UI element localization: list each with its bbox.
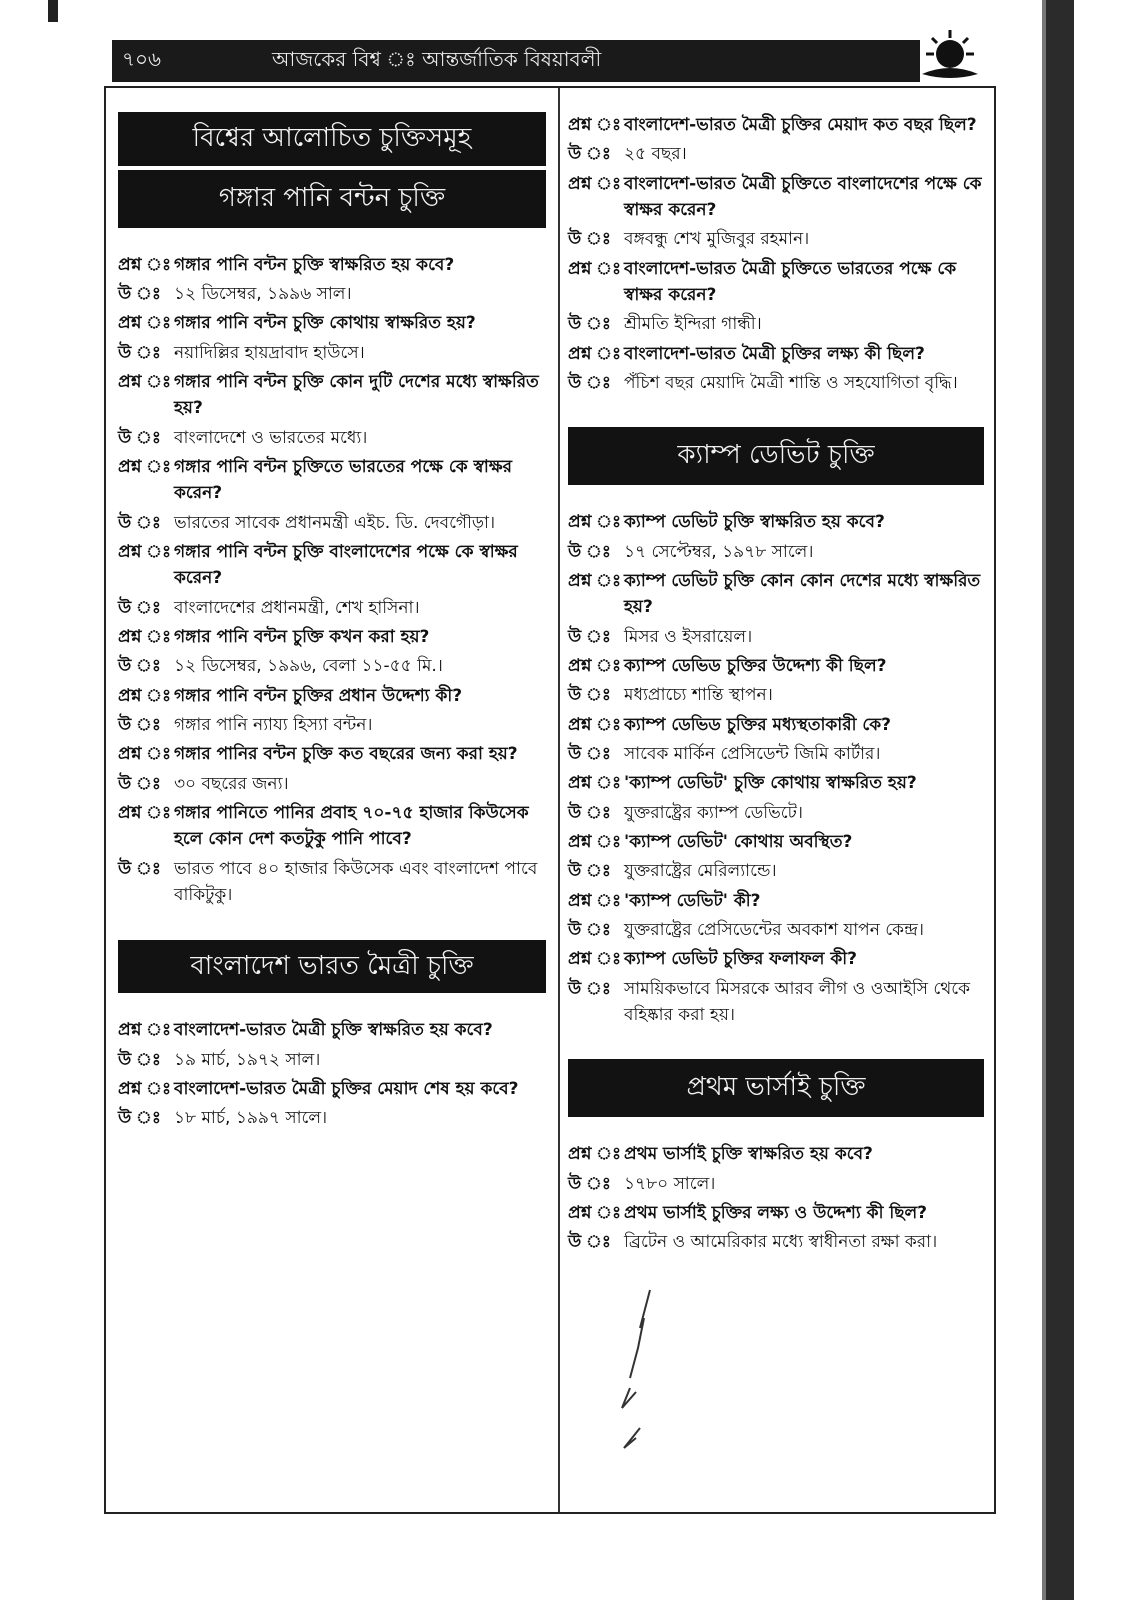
answer-row bbox=[118, 595, 546, 621]
answer-row bbox=[568, 539, 984, 565]
question-row bbox=[118, 369, 546, 422]
answer-label: উ ঃ bbox=[568, 1232, 611, 1253]
question-row bbox=[118, 624, 546, 650]
answer-text: ১৮ মার্চ, ১৯৯৭ সালে। bbox=[174, 1108, 328, 1129]
answer-row bbox=[118, 1105, 546, 1131]
running-title: আজকের বিশ্ব ঃ আন্তর্জাতিক বিষয়াবলী bbox=[272, 46, 602, 71]
answer-label: উ ঃ bbox=[568, 802, 611, 823]
page-header bbox=[112, 40, 920, 82]
question-text: গঙ্গার পানি বন্টন চুক্তি স্বাক্ষরিত হয় কবে? bbox=[174, 254, 455, 275]
question-label: প্রশ্ন ঃ bbox=[568, 949, 622, 970]
qa-list-bd-india-cont bbox=[568, 112, 984, 396]
answer-row bbox=[568, 976, 984, 1029]
answer-text: ১৭৮০ সালে। bbox=[624, 1173, 716, 1194]
question-text: গঙ্গার পানিতে পানির প্রবাহ ৭০-৭৫ হাজার কিউসেক হলে কোন দেশ কতটুকু পানি পাবে? bbox=[174, 803, 529, 850]
question-label: প্রশ্ন ঃ bbox=[118, 627, 172, 648]
answer-text: ১৭ সেপ্টেম্বর, ১৯৭৮ সালে। bbox=[624, 541, 814, 562]
answer-text: ভারত পাবে ৪০ হাজার কিউসেক এবং বাংলাদেশ পাবে বাকিটুকু। bbox=[174, 858, 538, 906]
question-text: বাংলাদেশ-ভারত মৈত্রী চুক্তির লক্ষ্য কী ছিল? bbox=[624, 343, 925, 364]
question-text: প্রথম ভার্সাই চুক্তির লক্ষ্য ও উদ্দেশ্য কী ছিল? bbox=[624, 1202, 928, 1223]
question-label: প্রশ্ন ঃ bbox=[568, 1202, 622, 1223]
answer-text: পঁচিশ বছর মেয়াদি মৈত্রী শান্তি ও সহযোগিতা বৃদ্ধি। bbox=[624, 373, 958, 394]
question-row bbox=[118, 1017, 546, 1043]
question-row bbox=[568, 1200, 984, 1226]
answer-label: উ ঃ bbox=[568, 373, 611, 394]
question-text: বাংলাদেশ-ভারত মৈত্রী চুক্তিতে বাংলাদেশের পক্ষে কে স্বাক্ষর করেন? bbox=[624, 173, 982, 221]
question-label: প্রশ্ন ঃ bbox=[568, 343, 622, 364]
question-text: গঙ্গার পানি বন্টন চুক্তিতে ভারতের পক্ষে কে স্বাক্ষর করেন? bbox=[174, 457, 512, 504]
answer-label: উ ঃ bbox=[118, 1049, 161, 1070]
question-row bbox=[118, 539, 546, 592]
question-row bbox=[118, 800, 546, 853]
question-row bbox=[568, 256, 984, 309]
answer-row bbox=[568, 800, 984, 826]
page-corner-mark bbox=[48, 0, 58, 22]
question-text: ক্যাম্প ডেভিড চুক্তির উদ্দেশ্য কী ছিল? bbox=[624, 655, 887, 676]
question-text: গঙ্গার পানি বন্টন চুক্তি কোথায় স্বাক্ষরিত হয়? bbox=[174, 313, 476, 334]
question-text: ক্যাম্প ডেভিট চুক্তির ফলাফল কী? bbox=[624, 949, 857, 970]
answer-label: উ ঃ bbox=[568, 541, 611, 562]
question-text: গঙ্গার পানি বন্টন চুক্তি কোন দুটি দেশের মধ্যে স্বাক্ষরিত হয়? bbox=[174, 371, 539, 419]
answer-text: ২৫ বছর। bbox=[624, 144, 687, 165]
question-row bbox=[118, 310, 546, 336]
answer-text: ৩০ বছরের জন্য। bbox=[174, 773, 289, 794]
answer-row bbox=[118, 425, 546, 451]
answer-label: উ ঃ bbox=[118, 597, 161, 618]
answer-row bbox=[568, 624, 984, 650]
qa-list-versailles bbox=[568, 1141, 984, 1255]
answer-label: উ ঃ bbox=[568, 861, 611, 882]
answer-label: উ ঃ bbox=[568, 144, 611, 165]
answer-row bbox=[568, 141, 984, 167]
question-text: গঙ্গার পানির বন্টন চুক্তি কত বছরের জন্য করা হয়? bbox=[174, 744, 518, 765]
answer-text: যুক্তরাষ্ট্রের ক্যাম্প ডেভিটে। bbox=[624, 802, 803, 823]
answer-label: উ ঃ bbox=[118, 427, 161, 448]
answer-text: বঙ্গবন্ধু শেখ মুজিবুর রহমান। bbox=[624, 229, 810, 250]
answer-label: উ ঃ bbox=[118, 715, 161, 736]
question-text: বাংলাদেশ-ভারত মৈত্রী চুক্তির মেয়াদ শেষ হয় কবে? bbox=[174, 1078, 519, 1099]
answer-row bbox=[118, 856, 546, 909]
qa-list-ganges bbox=[118, 252, 546, 909]
answer-label: উ ঃ bbox=[568, 229, 611, 250]
answer-text: গঙ্গার পানি ন্যায্য হিস্যা বন্টন। bbox=[174, 715, 373, 736]
question-label: প্রশ্ন ঃ bbox=[118, 744, 172, 765]
question-text: 'ক্যাম্প ডেভিট' কী? bbox=[624, 890, 761, 911]
answer-label: উ ঃ bbox=[568, 685, 611, 706]
qa-list-bd-india bbox=[118, 1017, 546, 1131]
answer-text: বাংলাদেশে ও ভারতের মধ্যে। bbox=[174, 427, 368, 448]
question-label: প্রশ্ন ঃ bbox=[568, 570, 622, 591]
question-label: প্রশ্ন ঃ bbox=[568, 115, 622, 135]
answer-label: উ ঃ bbox=[118, 1108, 161, 1129]
answer-label: উ ঃ bbox=[568, 978, 611, 999]
question-label: প্রশ্ন ঃ bbox=[118, 685, 172, 706]
question-label: প্রশ্ন ঃ bbox=[568, 655, 622, 676]
answer-row bbox=[568, 682, 984, 708]
question-label: প্রশ্ন ঃ bbox=[118, 542, 172, 563]
question-text: গঙ্গার পানি বন্টন চুক্তির প্রধান উদ্দেশ্য কী? bbox=[174, 685, 463, 706]
question-text: 'ক্যাম্প ডেভিট' চুক্তি কোথায় স্বাক্ষরিত হয়? bbox=[624, 773, 917, 794]
answer-text: বাংলাদেশের প্রধানমন্ত্রী, শেখ হাসিনা। bbox=[174, 597, 420, 618]
column-divider bbox=[558, 88, 560, 1512]
page-edge-shadow bbox=[1046, 0, 1074, 1600]
answer-label: উ ঃ bbox=[118, 512, 161, 533]
question-label: প্রশ্ন ঃ bbox=[568, 773, 622, 794]
answer-label: উ ঃ bbox=[118, 773, 161, 794]
answer-row bbox=[568, 1229, 984, 1255]
answer-row bbox=[568, 917, 984, 943]
question-label: প্রশ্ন ঃ bbox=[118, 457, 172, 477]
question-row bbox=[568, 341, 984, 367]
question-text: বাংলাদেশ-ভারত মৈত্রী চুক্তি স্বাক্ষরিত হয় কবে? bbox=[174, 1020, 493, 1041]
main-title: বিশ্বের আলোচিত চুক্তিসমূহ bbox=[118, 112, 546, 166]
answer-text: সাময়িকভাবে মিসরকে আরব লীগ ও ওআইসি থেকে বহিষ্কার করা হয়। bbox=[624, 978, 971, 1026]
answer-text: যুক্তরাষ্ট্রের প্রেসিডেন্টের অবকাশ যাপন কেন্দ্র। bbox=[624, 920, 924, 941]
question-label: প্রশ্ন ঃ bbox=[568, 714, 622, 735]
right-column bbox=[568, 112, 984, 1259]
question-label: প্রশ্ন ঃ bbox=[568, 512, 622, 533]
answer-text: নয়াদিল্লির হায়দ্রাবাদ হাউসে। bbox=[174, 342, 365, 363]
answer-text: ১৯ মার্চ, ১৯৭২ সাল। bbox=[174, 1049, 321, 1070]
answer-label: উ ঃ bbox=[568, 626, 611, 647]
question-label: প্রশ্ন ঃ bbox=[568, 1144, 622, 1165]
answer-text: যুক্তরাষ্ট্রের মেরিল্যান্ডে। bbox=[624, 861, 777, 882]
answer-label: উ ঃ bbox=[568, 920, 611, 941]
answer-text: সাবেক মার্কিন প্রেসিডেন্ট জিমি কার্টার। bbox=[624, 743, 881, 764]
answer-row bbox=[118, 510, 546, 536]
question-row bbox=[568, 829, 984, 855]
question-label: প্রশ্ন ঃ bbox=[568, 173, 622, 194]
question-row bbox=[568, 770, 984, 796]
page-number: ৭০৬ bbox=[122, 46, 162, 71]
answer-row bbox=[568, 370, 984, 396]
page-edge-line bbox=[1042, 0, 1046, 1600]
section-title-versailles: প্রথম ভার্সাই চুক্তি bbox=[568, 1059, 984, 1117]
answer-text: ব্রিটেন ও আমেরিকার মধ্যে স্বাধীনতা রক্ষা করা। bbox=[624, 1232, 938, 1253]
question-label: প্রশ্ন ঃ bbox=[118, 803, 172, 824]
question-row bbox=[568, 888, 984, 914]
question-text: বাংলাদেশ-ভারত মৈত্রী চুক্তির মেয়াদ কত বছর ছিল? bbox=[624, 115, 977, 135]
sun-emblem-icon bbox=[918, 28, 982, 84]
left-column bbox=[118, 112, 546, 1135]
answer-text: ১২ ডিসেম্বর, ১৯৯৬ সাল। bbox=[174, 283, 352, 304]
question-text: ক্যাম্প ডেভিট চুক্তি স্বাক্ষরিত হয় কবে? bbox=[624, 512, 885, 533]
qa-list-camp-david bbox=[568, 509, 984, 1028]
section-title-camp-david: ক্যাম্প ডেভিট চুক্তি bbox=[568, 427, 984, 485]
question-label: প্রশ্ন ঃ bbox=[568, 890, 622, 911]
question-row bbox=[118, 741, 546, 767]
question-label: প্রশ্ন ঃ bbox=[118, 371, 172, 392]
question-row bbox=[568, 509, 984, 535]
answer-label: উ ঃ bbox=[118, 283, 161, 304]
question-row bbox=[568, 112, 984, 138]
answer-row bbox=[118, 771, 546, 797]
question-text: প্রথম ভার্সাই চুক্তি স্বাক্ষরিত হয় কবে? bbox=[624, 1144, 873, 1165]
question-text: ক্যাম্প ডেভিড চুক্তির মধ্যস্থতাকারী কে? bbox=[624, 714, 892, 735]
answer-row bbox=[118, 653, 546, 679]
answer-label: উ ঃ bbox=[118, 656, 161, 677]
answer-row bbox=[118, 340, 546, 366]
answer-row bbox=[118, 712, 546, 738]
question-label: প্রশ্ন ঃ bbox=[568, 258, 622, 279]
answer-row bbox=[118, 1047, 546, 1073]
question-row bbox=[568, 712, 984, 738]
answer-label: উ ঃ bbox=[118, 858, 161, 879]
question-row bbox=[568, 1141, 984, 1167]
question-row bbox=[118, 252, 546, 278]
question-row bbox=[118, 454, 546, 507]
question-text: ক্যাম্প ডেভিট চুক্তি কোন কোন দেশের মধ্যে স্বাক্ষরিত হয়? bbox=[624, 570, 981, 618]
answer-label: উ ঃ bbox=[568, 743, 611, 764]
answer-label: উ ঃ bbox=[568, 314, 611, 335]
pen-mark-icon bbox=[600, 1288, 660, 1468]
answer-text: ১২ ডিসেম্বর, ১৯৯৬, বেলা ১১-৫৫ মি.। bbox=[174, 656, 443, 677]
question-row bbox=[568, 946, 984, 972]
answer-row bbox=[568, 311, 984, 337]
answer-text: শ্রীমতি ইন্দিরা গান্ধী। bbox=[624, 314, 762, 335]
section-title-bd-india: বাংলাদেশ ভারত মৈত্রী চুক্তি bbox=[118, 940, 546, 994]
question-label: প্রশ্ন ঃ bbox=[118, 254, 172, 275]
answer-label: উ ঃ bbox=[118, 342, 161, 363]
question-text: বাংলাদেশ-ভারত মৈত্রী চুক্তিতে ভারতের পক্ষে কে স্বাক্ষর করেন? bbox=[624, 258, 957, 306]
question-text: গঙ্গার পানি বন্টন চুক্তি কখন করা হয়? bbox=[174, 627, 430, 648]
answer-text: মিসর ও ইসরায়েল। bbox=[624, 626, 753, 647]
answer-row bbox=[568, 226, 984, 252]
question-row bbox=[118, 683, 546, 709]
answer-label: উ ঃ bbox=[568, 1173, 611, 1194]
question-row bbox=[568, 653, 984, 679]
answer-row bbox=[568, 1171, 984, 1197]
answer-row bbox=[118, 281, 546, 307]
answer-row bbox=[568, 858, 984, 884]
question-text: গঙ্গার পানি বন্টন চুক্তি বাংলাদেশের পক্ষে কে স্বাক্ষর করেন? bbox=[174, 542, 518, 589]
question-label: প্রশ্ন ঃ bbox=[118, 1078, 172, 1099]
question-text: 'ক্যাম্প ডেভিট' কোথায় অবস্থিত? bbox=[624, 832, 853, 853]
question-label: প্রশ্ন ঃ bbox=[118, 313, 172, 334]
question-row bbox=[568, 171, 984, 224]
question-label: প্রশ্ন ঃ bbox=[118, 1020, 172, 1041]
question-label: প্রশ্ন ঃ bbox=[568, 832, 622, 853]
answer-row bbox=[568, 741, 984, 767]
answer-text: মধ্যপ্রাচ্যে শান্তি স্থাপন। bbox=[624, 685, 773, 706]
section-title-ganges: গঙ্গার পানি বন্টন চুক্তি bbox=[118, 170, 546, 228]
question-row bbox=[568, 568, 984, 621]
question-row bbox=[118, 1076, 546, 1102]
answer-text: ভারতের সাবেক প্রধানমন্ত্রী এইচ. ডি. দেবগৌড়া। bbox=[174, 512, 496, 533]
